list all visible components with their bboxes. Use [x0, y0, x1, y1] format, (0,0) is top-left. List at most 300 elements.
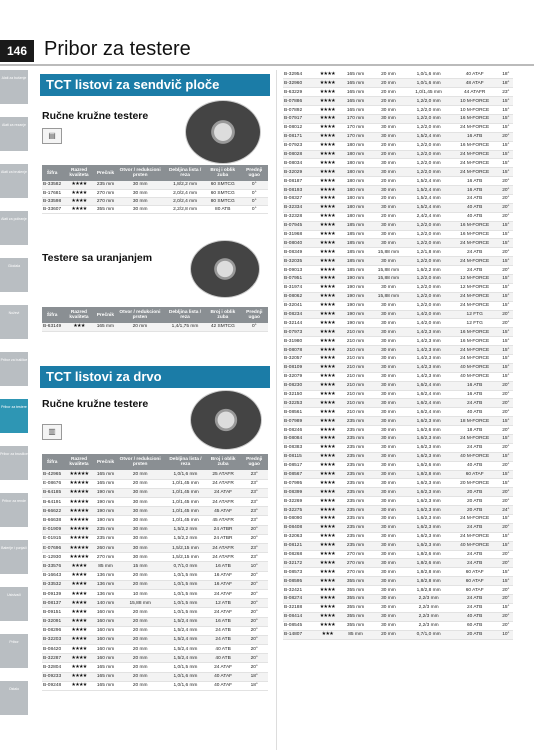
column-header: Otvor / redukcioni prsten — [115, 307, 165, 323]
table-cell: 24 ATB — [451, 550, 499, 559]
product-code: B-08109 — [283, 363, 314, 372]
product-code: B-32063 — [283, 532, 314, 541]
product-code: E-01909 — [42, 525, 62, 534]
table-cell: 30 mm — [370, 221, 406, 230]
table-cell: 170 mm — [341, 123, 371, 132]
table-cell: 0° — [240, 181, 268, 189]
table-cell: 20° — [499, 266, 513, 275]
table-cell: 235 mm — [341, 541, 371, 550]
quality-rating: ★★★★ — [314, 372, 341, 381]
table-wood-blades-right — [283, 70, 513, 640]
table-cell: 20° — [240, 608, 268, 617]
product-code: B-07917 — [283, 114, 314, 123]
table-cell: 20° — [499, 186, 513, 195]
table-cell: 24 M-FORCE — [451, 301, 499, 310]
table-cell: 210 mm — [341, 372, 371, 381]
table-cell: 24 ATB — [451, 399, 499, 408]
product-code: B-09233 — [42, 672, 62, 681]
quality-rating: ★★★★ — [314, 346, 341, 355]
wood-icon: ▥ — [42, 424, 62, 440]
quality-rating: ★★★★ — [314, 541, 341, 550]
table-row — [283, 194, 513, 203]
sidebar-item[interactable]: Pribor za brusilice — [0, 446, 28, 480]
table-cell: 30 mm — [370, 612, 406, 621]
table-cell: 18° — [499, 70, 513, 79]
table-cell: 165 mm — [96, 324, 115, 330]
table-row — [283, 346, 513, 355]
table-cell: 16 ATB — [451, 186, 499, 195]
table-row — [42, 626, 268, 635]
table-cell: 30 mm — [370, 257, 406, 266]
table-cell: 24 ATAFR — [206, 544, 241, 553]
table-cell: 24 ATAFR — [206, 498, 241, 507]
table-row — [42, 544, 268, 553]
table-cell: 235 mm — [341, 497, 371, 506]
column-header: Prečnik — [96, 454, 115, 470]
quality-rating: ★★★★ — [314, 203, 341, 212]
table-cell: 40 ATAF — [206, 681, 241, 690]
table-cell: 1,5/2,15 mm — [165, 553, 206, 562]
quality-rating: ★★★★ — [314, 577, 341, 586]
table-cell: 270 mm — [341, 568, 371, 577]
column-header: Broj i oblik zuba — [206, 454, 241, 470]
table-row — [283, 132, 513, 141]
table-cell: 1,4/2,3 mm — [406, 328, 450, 337]
sidebar-item[interactable]: Baterije i punjači — [0, 540, 28, 574]
table-cell: 270 mm — [341, 550, 371, 559]
product-code: B-08327 — [283, 194, 314, 203]
table-cell: 20° — [240, 534, 268, 543]
table-cell: 24 M-FORCE — [451, 292, 499, 301]
quality-rating: ★★★★★ — [62, 544, 96, 553]
table-row — [283, 586, 513, 595]
table-row — [283, 186, 513, 195]
table-cell: 15° — [499, 168, 513, 177]
table-cell: 1,5/2,4 mm — [406, 186, 450, 195]
quality-rating: ★★★★★ — [62, 553, 96, 562]
product-code: B-08137 — [42, 599, 62, 608]
table-cell: 30 mm — [370, 479, 406, 488]
table-cell: 42 SMTCG — [205, 323, 240, 331]
column-header: Debljina lista / reza — [165, 307, 205, 323]
table-cell: 170 mm — [341, 132, 371, 141]
table-cell: 24 M-FORCE — [451, 532, 499, 541]
sidebar-item[interactable]: Glodala — [0, 258, 28, 292]
table-cell: 235 mm — [96, 534, 115, 543]
quality-rating: ★★★★ — [62, 189, 96, 197]
table-cell: 18° — [499, 79, 513, 88]
column-header: Otvor / redukcioni prsten — [115, 165, 165, 181]
table-cell: 20° — [240, 599, 268, 608]
table-cell: 30 mm — [115, 488, 165, 497]
quality-rating: ★★★★ — [314, 621, 341, 630]
table-cell: 1,0/1,5 mm — [165, 663, 206, 672]
quality-rating: ★★★★ — [314, 257, 341, 266]
table-cell: 20 mm — [115, 470, 165, 479]
table-cell: 85 mm — [341, 630, 371, 639]
table-cell: 180 mm — [341, 177, 371, 186]
table-cell: 15° — [499, 372, 513, 381]
table-cell: 185 mm — [341, 248, 371, 257]
table-row — [42, 206, 268, 214]
table-cell: 180 mm — [341, 159, 371, 168]
table-cell: 15° — [499, 283, 513, 292]
table-cell: 1,4/2,0 mm — [406, 319, 450, 328]
table-cell: 185 mm — [341, 230, 371, 239]
table-cell: 23° — [240, 507, 268, 516]
table-cell: 16 M-FORCE — [451, 337, 499, 346]
table-cell: 20° — [499, 310, 513, 319]
page-number: 146 — [0, 40, 34, 62]
table-cell: 40 ATB — [451, 203, 499, 212]
sidebar-item[interactable]: Pribor za rende — [0, 493, 28, 527]
table-cell: 30 mm — [115, 206, 165, 214]
table-cell: 30 mm — [115, 197, 165, 205]
table-cell: 1,8/2,6 mm — [406, 559, 450, 568]
product-code: B-09139 — [42, 589, 62, 598]
table-cell: 23° — [240, 488, 268, 497]
table-cell: 30 mm — [115, 544, 165, 553]
section-title-sandwich: TCT listovi za sendvič ploče — [40, 74, 270, 96]
table-cell: 1,0/1,45 mm — [165, 479, 206, 488]
product-code: B-07886 — [283, 97, 314, 106]
product-code: E-12930 — [42, 553, 62, 562]
table-cell: 160 mm — [96, 626, 115, 635]
table-cell: 235 mm — [341, 470, 371, 479]
table-cell: 24 M-FORCE — [451, 257, 499, 266]
table-row — [283, 248, 513, 257]
table-cell: 10° — [499, 630, 513, 639]
quality-rating: ★★★★ — [314, 479, 341, 488]
table-cell: 165 mm — [341, 70, 371, 79]
quality-rating: ★★★★ — [314, 363, 341, 372]
column-header: Prednji ugao — [241, 307, 268, 323]
table-cell: 1,4/2,3 mm — [406, 337, 450, 346]
table-cell: 20° — [499, 426, 513, 435]
table-cell: 16 M-FORCE — [451, 221, 499, 230]
table-cell: 24 ATB — [451, 595, 499, 604]
table-row — [283, 461, 513, 470]
table-cell: 30 mm — [370, 301, 406, 310]
table-cell: 30 mm — [370, 399, 406, 408]
product-code: B-08408 — [283, 523, 314, 532]
table-cell: 18° — [240, 672, 268, 681]
table-cell: 170 mm — [341, 114, 371, 123]
table-cell: 24 M-FORCE — [451, 346, 499, 355]
table-cell: 210 mm — [341, 328, 371, 337]
table-cell: 15° — [499, 541, 513, 550]
table-row — [283, 532, 513, 541]
table-cell: 20 mm — [115, 608, 165, 617]
quality-rating: ★★★★★ — [62, 498, 96, 507]
quality-rating: ★★★★ — [314, 319, 341, 328]
table-cell: 30 mm — [370, 328, 406, 337]
product-code: B-08517 — [283, 461, 314, 470]
product-code: B-08090 — [283, 515, 314, 524]
sidebar-item[interactable]: Alati za poliranje — [0, 211, 28, 245]
column-header: Šifra — [42, 454, 62, 470]
table-row — [283, 230, 513, 239]
table-cell: 1,8/2,8 mm — [406, 577, 450, 586]
table-cell: 10 M-FORCE — [451, 106, 499, 115]
quality-rating: ★★★★ — [314, 70, 341, 79]
table-cell: 20° — [240, 580, 268, 589]
table-cell: 30 mm — [370, 461, 406, 470]
table-cell: 15° — [499, 346, 513, 355]
table-row — [283, 435, 513, 444]
table-sandwich-panels — [42, 165, 268, 214]
table-cell: 20° — [499, 550, 513, 559]
table-cell: 20° — [499, 559, 513, 568]
table-cell: 235 mm — [96, 525, 115, 534]
table-row — [283, 497, 513, 506]
product-code: B-08573 — [283, 568, 314, 577]
sidebar-item[interactable]: Pribor za bušilice — [0, 352, 28, 386]
sidebar-item[interactable]: Ostalo — [0, 681, 28, 715]
table-cell: 30 mm — [115, 534, 165, 543]
table-cell: 1,6/2,3 mm — [406, 479, 450, 488]
product-code: B-32287 — [42, 654, 62, 663]
table-row — [283, 319, 513, 328]
table-cell: 20° — [240, 654, 268, 663]
table-cell: 355 mm — [341, 603, 371, 612]
product-code: B-08115 — [283, 452, 314, 461]
table-row — [283, 221, 513, 230]
table-cell: 20 mm — [370, 88, 406, 97]
product-code: B-08230 — [283, 381, 314, 390]
table-row — [283, 212, 513, 221]
table-cell: 165 mm — [341, 79, 371, 88]
product-code: B-31980 — [283, 337, 314, 346]
quality-rating: ★★★★★ — [62, 488, 96, 497]
table-cell: 30 mm — [370, 559, 406, 568]
table-cell: 18 M-FORCE — [451, 417, 499, 426]
quality-rating: ★★★★ — [314, 595, 341, 604]
table-row — [283, 177, 513, 186]
product-code: B-32172 — [283, 559, 314, 568]
table-cell: 30 mm — [370, 372, 406, 381]
sidebar-item[interactable]: Alati za rezanje — [0, 117, 28, 151]
product-code: B-08561 — [283, 408, 314, 417]
quality-rating: ★★★★ — [314, 141, 341, 150]
table-row — [283, 70, 513, 79]
table-cell: 180 mm — [341, 141, 371, 150]
sidebar-item[interactable]: Pribor za testere — [0, 399, 28, 433]
table-row — [42, 645, 268, 654]
quality-rating: ★★★★ — [314, 523, 341, 532]
table-cell: 235 mm — [341, 443, 371, 452]
table-cell: 30 mm — [370, 550, 406, 559]
quality-rating: ★★★★ — [314, 408, 341, 417]
circular-saw-image — [185, 100, 261, 164]
table-row — [42, 498, 268, 507]
table-cell: 30 mm — [370, 114, 406, 123]
table-cell: 1,6/2,3 mm — [406, 435, 450, 444]
table-cell: 20° — [240, 525, 268, 534]
table-cell: 30 mm — [370, 532, 406, 541]
table-row — [283, 630, 513, 639]
quality-rating: ★★★★ — [314, 497, 341, 506]
table-cell: 40 ATB — [451, 212, 499, 221]
quality-rating: ★★★★ — [314, 106, 341, 115]
table-cell: 20 mm — [370, 141, 406, 150]
table-row — [283, 301, 513, 310]
table-cell: 1,0/1,6 mm — [406, 70, 450, 79]
table-cell: 15° — [499, 97, 513, 106]
table-cell: 20° — [499, 612, 513, 621]
product-code: E-08676 — [42, 479, 62, 488]
product-code: B-08234 — [283, 310, 314, 319]
quality-rating: ★★★★ — [314, 381, 341, 390]
sidebar-item[interactable]: Pribor — [0, 634, 28, 668]
product-code: B-32804 — [42, 663, 62, 672]
table-cell: 20 mm — [370, 212, 406, 221]
table-cell: 24 M-FORCE — [451, 515, 499, 524]
table-cell: 190 mm — [96, 516, 115, 525]
table-cell: 15° — [499, 452, 513, 461]
table-cell: 1,2/2,0 mm — [406, 123, 450, 132]
table-row — [283, 559, 513, 568]
quality-rating: ★★★★ — [62, 672, 96, 681]
product-code: B-32188 — [283, 603, 314, 612]
quality-rating: ★★★★ — [314, 532, 341, 541]
table-cell: 40 ATAF — [206, 672, 241, 681]
table-cell: 30 mm — [370, 568, 406, 577]
table-row — [283, 577, 513, 586]
table-cell: 235 mm — [341, 426, 371, 435]
table-cell: 20 mm — [115, 654, 165, 663]
table-cell: 185 mm — [341, 239, 371, 248]
table-cell: 20° — [499, 621, 513, 630]
table-cell: 20 ATB — [451, 506, 499, 515]
table-cell: 15° — [499, 328, 513, 337]
table-row — [283, 568, 513, 577]
table-cell: 20 mm — [370, 177, 406, 186]
quality-rating: ★★★★ — [314, 568, 341, 577]
table-cell: 24° — [499, 506, 513, 515]
table-cell: 1,6/2,2 mm — [406, 266, 450, 275]
quality-rating: ★★★★ — [314, 550, 341, 559]
table-cell: 136 mm — [96, 589, 115, 598]
table-row — [283, 488, 513, 497]
table-row — [42, 599, 268, 608]
product-code: B-32079 — [283, 372, 314, 381]
table-cell: 30 mm — [370, 239, 406, 248]
table-cell: 2,2/3 mm — [406, 595, 450, 604]
column-header: Broj i oblik zuba — [205, 307, 240, 323]
quality-rating: ★★★★ — [314, 266, 341, 275]
table-row — [283, 106, 513, 115]
table-cell: 45 ATAFR — [206, 516, 241, 525]
quality-rating: ★★★★★ — [62, 479, 96, 488]
quality-rating: ★★★★★ — [62, 525, 96, 534]
table-cell: 1,5/2,4 mm — [406, 177, 450, 186]
product-code: B-08296 — [42, 626, 62, 635]
table-cell: 1,2/2,0 mm — [406, 168, 450, 177]
table-cell: 190 mm — [96, 498, 115, 507]
quality-rating: ★★★★ — [314, 515, 341, 524]
table-cell: 15° — [499, 221, 513, 230]
table-cell: 1,2/2,0 mm — [406, 239, 450, 248]
table-cell: 30 mm — [370, 470, 406, 479]
quality-rating: ★★★★ — [62, 635, 96, 644]
table-cell: 20 mm — [115, 617, 165, 626]
table-cell: 48 ATAF — [451, 79, 499, 88]
quality-rating: ★★★★ — [314, 443, 341, 452]
table-cell: 2,0/2,4 mm — [165, 197, 205, 205]
table-cell: 1,6/2,3 mm — [406, 523, 450, 532]
table-cell: 23° — [240, 470, 268, 479]
table-cell: 15° — [499, 337, 513, 346]
table-cell: 210 mm — [341, 381, 371, 390]
quality-rating: ★★★★ — [314, 488, 341, 497]
table-cell: 30 mm — [370, 283, 406, 292]
table-cell: 210 mm — [341, 346, 371, 355]
table-cell: 1,2/2,0 mm — [406, 221, 450, 230]
subsection-title-wood-circular-saws: Ručne kružne testere — [42, 398, 149, 410]
product-code: B-32960 — [283, 79, 314, 88]
table-cell: 15° — [499, 470, 513, 479]
table-cell: 1,6/2,3 mm — [406, 497, 450, 506]
table-cell: 0° — [240, 197, 268, 205]
table-cell: 44 ATAFR — [451, 88, 499, 97]
table-row — [283, 266, 513, 275]
table-cell: 20 mm — [370, 79, 406, 88]
table-cell: 190 mm — [341, 301, 371, 310]
table-cell: 24 M-FORCE — [451, 123, 499, 132]
table-cell: 0° — [241, 323, 268, 331]
table-cell: 1,6/2,4 mm — [406, 399, 450, 408]
table-cell: 165 mm — [341, 106, 371, 115]
sidebar-item[interactable]: Noževi — [0, 305, 28, 339]
table-cell: 1,4/2,3 mm — [406, 355, 450, 364]
table-row — [283, 443, 513, 452]
sidebar-item[interactable]: Usisivači — [0, 587, 28, 621]
table-cell: 30 mm — [370, 159, 406, 168]
table-cell: 1,5/2,4 mm — [165, 635, 206, 644]
table-cell: 16 M-FORCE — [451, 141, 499, 150]
table-cell: 20° — [240, 635, 268, 644]
table-cell: 1,5/2,4 mm — [165, 654, 206, 663]
table-cell: 20 mm — [115, 663, 165, 672]
quality-rating: ★★★★ — [314, 97, 341, 106]
table-cell: 1,0/1,45 mm — [165, 488, 206, 497]
quality-rating: ★★★★ — [314, 221, 341, 230]
table-cell: 12 FTG — [451, 319, 499, 328]
quality-rating: ★★★★ — [314, 310, 341, 319]
table-row — [283, 408, 513, 417]
table-cell: 1,6/2,4 mm — [406, 390, 450, 399]
table-cell: 24 ATAF — [206, 663, 241, 672]
table-cell: 30 mm — [370, 586, 406, 595]
sidebar-item[interactable]: Alati za bušenje — [0, 70, 28, 104]
quality-rating: ★★★★ — [314, 390, 341, 399]
sidebar-item[interactable]: Alati za brušenje — [0, 164, 28, 198]
table-cell: 1,2/2,0 mm — [406, 292, 450, 301]
table-cell: 15,88 mm — [115, 599, 165, 608]
quality-rating: ★★★★ — [62, 181, 96, 189]
product-code: B-33576 — [42, 562, 62, 571]
table-row — [283, 550, 513, 559]
product-code: B-33598 — [43, 198, 62, 204]
table-cell: 16 ATAF — [206, 571, 241, 580]
table-cell: 355 mm — [96, 207, 115, 213]
table-cell: 20° — [499, 381, 513, 390]
table-row — [283, 159, 513, 168]
table-row — [42, 635, 268, 644]
table-cell: 15° — [499, 239, 513, 248]
table-cell: 24 ATB — [451, 603, 499, 612]
